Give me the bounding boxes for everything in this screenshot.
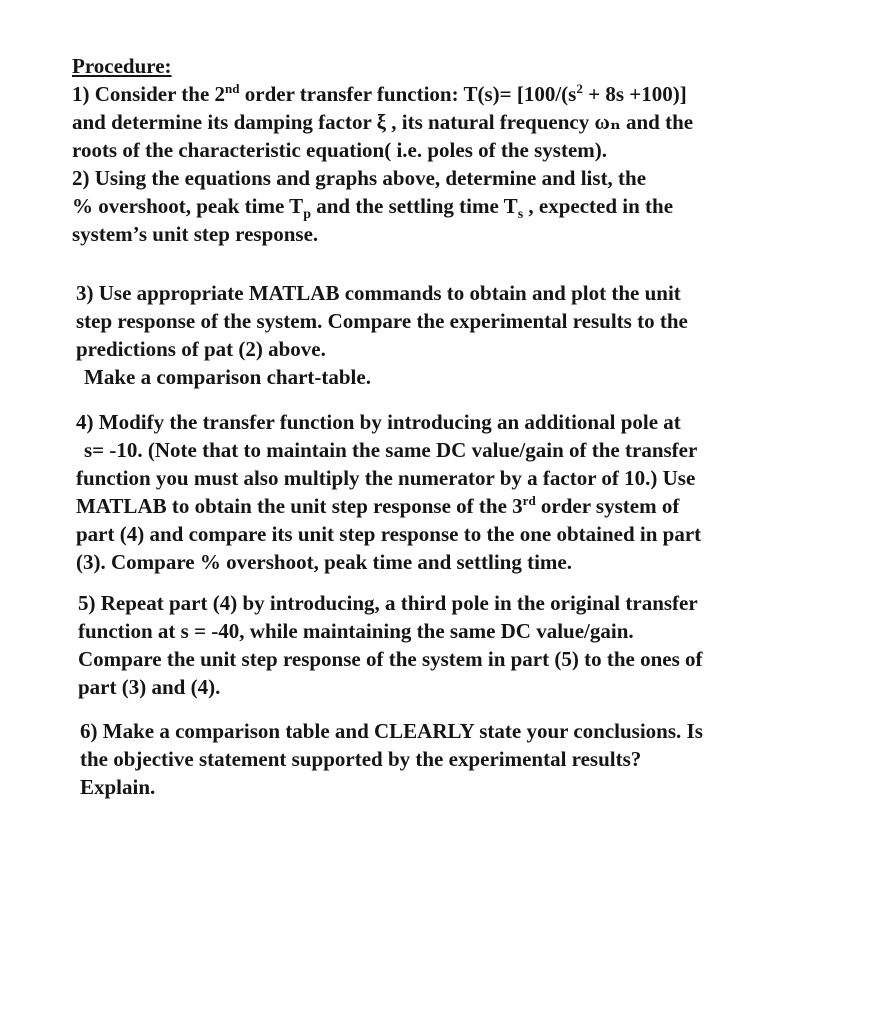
step3-section [64,279,688,391]
procedure-section [72,52,693,248]
step6-line3: Explain. [80,775,156,799]
step4-line4: MATLAB to obtain the unit step response of the 3rd order system of [76,493,680,518]
step2-line3: system’s unit step response. [72,222,319,246]
procedure-heading: Procedure: [72,54,172,78]
step4-line2: s= -10. (Note that to maintain the same DC value/gain of the transfer [84,438,698,462]
step1-line2: and determine its damping factor ξ , its natural frequency ωₙ and the [72,110,694,134]
step4-line6: (3). Compare % overshoot, peak time and settling time. [76,550,572,574]
step2-line1: 2) Using the equations and graphs above, determine and list, the [72,166,647,190]
step1-line3: roots of the characteristic equation( i.e. poles of the system). [72,138,607,162]
step4-line1: 4) Modify the transfer function by introducing an additional pole at [76,410,681,434]
step5-line3: Compare the unit step response of the system in part (5) to the ones of [78,647,703,671]
step3-line3: predictions of pat (2) above. [76,337,326,361]
step4-line5: part (4) and compare its unit step response to the one obtained in part [76,522,702,546]
step6-section [80,717,703,801]
step3-line1: 3) Use appropriate MATLAB commands to obtain and plot the unit [76,281,681,305]
step1-line1: 1) Consider the 2nd order transfer function: $T(s)= [100/(s^2 + 8s +100)]$ [72,81,687,106]
step6-line1: 6) Make a comparison table and CLEARLY state your conclusions. Is [80,719,703,743]
step3-line2: step response of the system. Compare the experimental results to the [76,309,688,333]
step6-line2: the objective statement supported by the experimental results? [80,747,642,771]
step5-line2: function at s = -40, while maintaining the same DC value/gain. [78,619,634,643]
step4-line3: function you must also multiply the numerator by a factor of 10.) Use [76,466,696,490]
step5-line4: part (3) and (4). [78,675,221,699]
step5-line1: 5) Repeat part (4) by introducing, a third pole in the original transfer [78,591,698,615]
step2-line2: % overshoot, peak time $T_p$ and the settling time $T_s$ , expected in the [72,194,674,223]
step5-section [78,589,703,701]
step3-line4: Make a comparison chart-table. [84,365,371,389]
step4-section [76,408,701,576]
